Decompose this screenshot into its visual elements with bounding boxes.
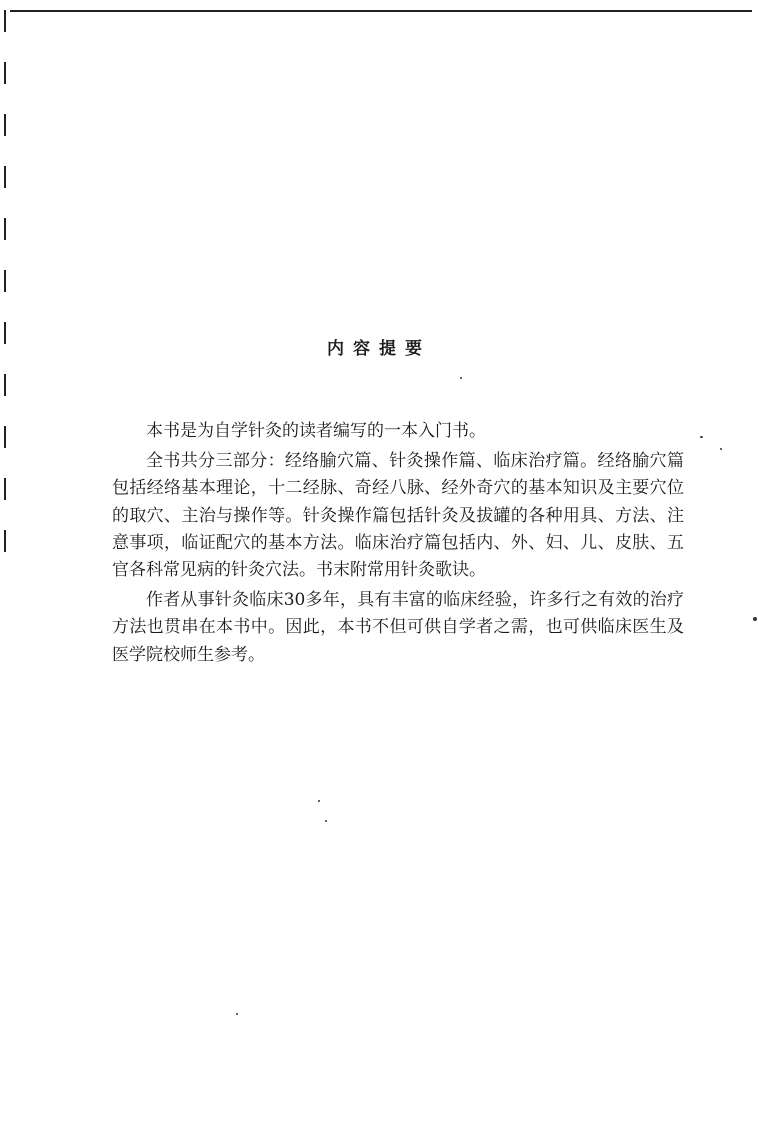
summary-body <box>112 418 684 669</box>
binding-edge-mark <box>4 530 6 552</box>
scan-speck <box>700 436 703 438</box>
binding-edge-mark <box>4 10 6 32</box>
binding-edge-mark <box>4 218 6 240</box>
binding-edge-mark <box>4 166 6 188</box>
scan-speck <box>325 820 327 822</box>
paragraph: 作者从事针灸临床30多年，具有丰富的临床经验，许多行之有效的治疗方法也贯串在本书中。因此，本书不但可供自学者之需，也可供临床医生及医学院校师生参考。 <box>112 590 684 665</box>
binding-edge-mark <box>4 62 6 84</box>
scan-speck <box>460 377 462 379</box>
scan-speck <box>236 1013 238 1015</box>
binding-edge-mark <box>4 114 6 136</box>
binding-edge-mark <box>4 478 6 500</box>
paragraph: 本书是为自学针灸的读者编写的一本入门书。 <box>146 421 486 441</box>
binding-edge-mark <box>4 270 6 292</box>
scan-speck <box>753 617 757 621</box>
scan-speck <box>720 448 722 450</box>
paragraph: 全书共分三部分：经络腧穴篇、针灸操作篇、临床治疗篇。经络腧穴篇包括经络基本理论，十二经脉、奇经八脉、经外奇穴的基本知识及主要穴位的取穴、主治与操作等。针灸操作篇包括针灸及拔罐的各种用具、方法、注意事项，临证配穴的基本方法。临床治疗篇包括内、外、妇、儿、皮肤、五官各科常见病的针灸穴法。书末附常用针灸歌诀。 <box>112 451 684 581</box>
scan-speck <box>318 800 320 802</box>
binding-edge-mark <box>4 374 6 396</box>
page-title: 内容提要 <box>327 339 431 359</box>
binding-edge-mark <box>4 426 6 448</box>
top-border-line <box>10 10 752 12</box>
